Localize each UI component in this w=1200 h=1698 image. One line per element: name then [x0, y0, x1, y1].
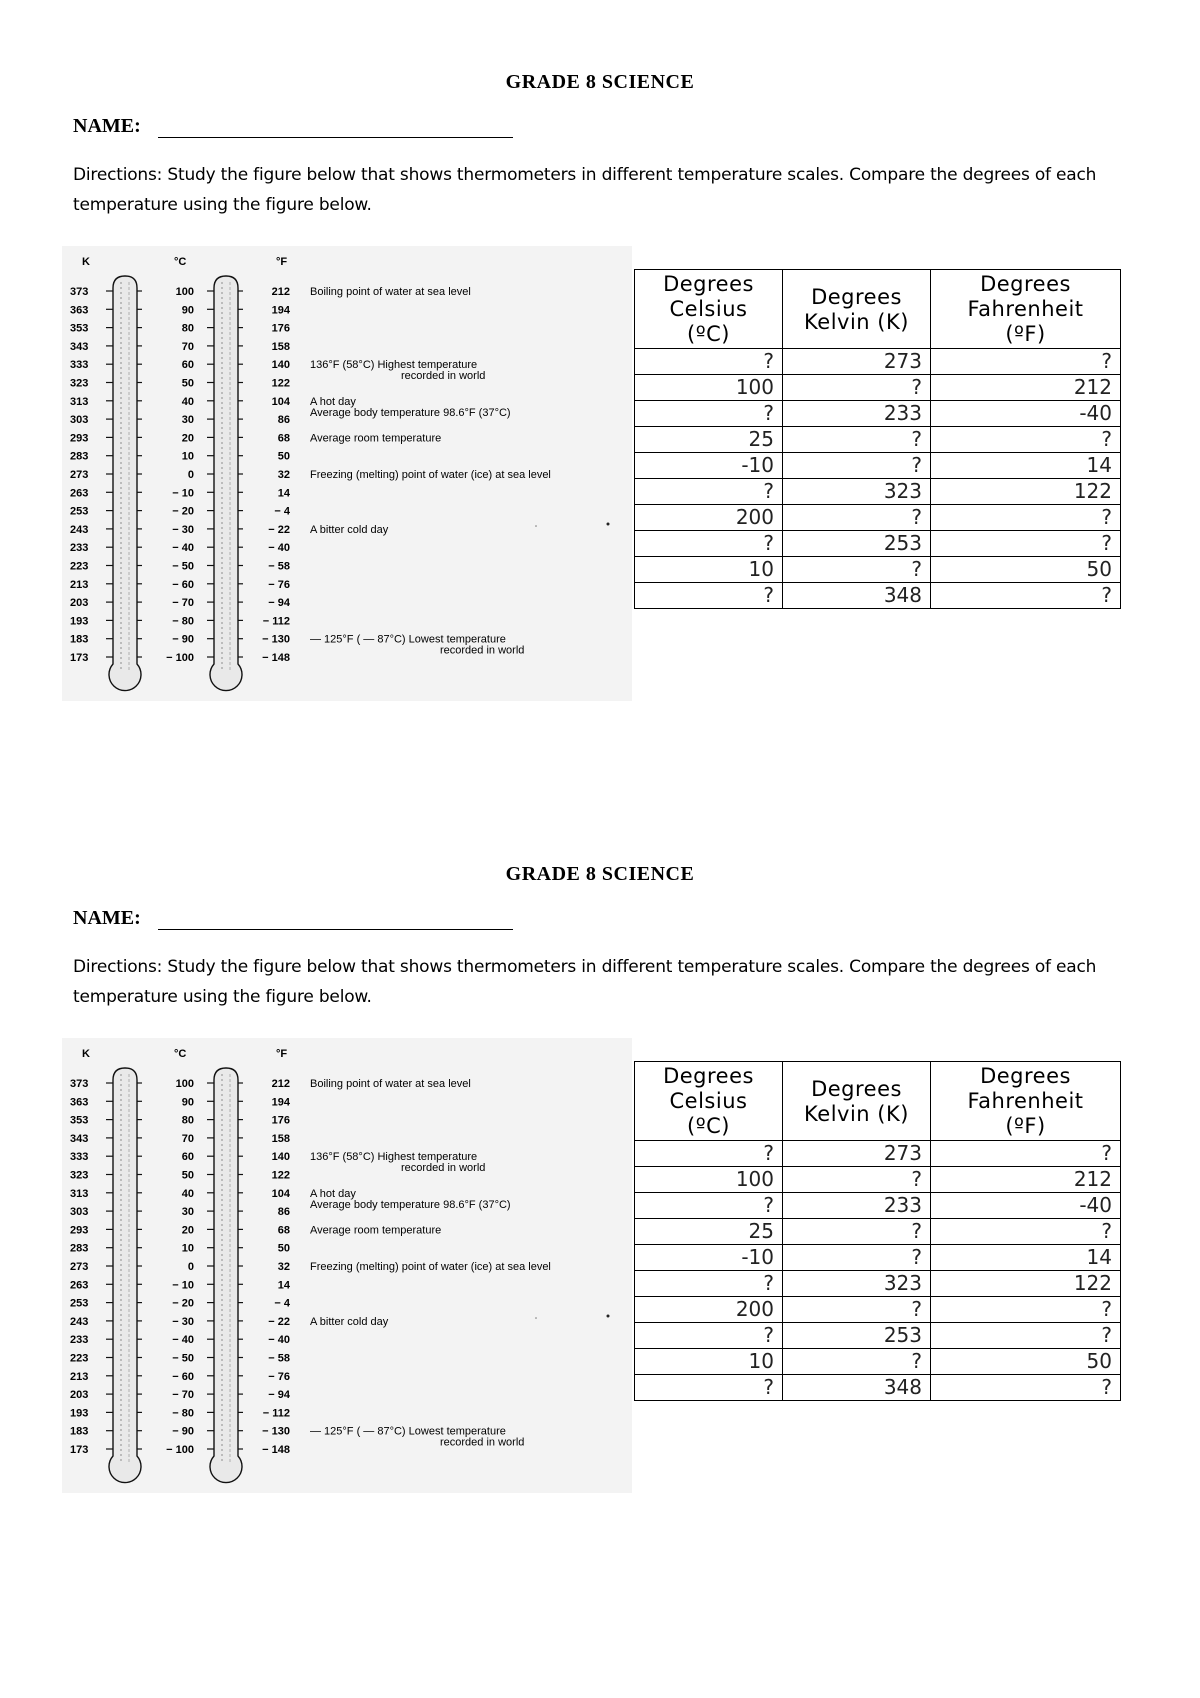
table-cell[interactable]: ?: [931, 427, 1121, 453]
fahrenheit-tick-label: 86: [277, 1206, 290, 1219]
table-cell[interactable]: ?: [783, 453, 931, 479]
kelvin-tick-label: 263: [70, 1279, 89, 1292]
table-cell[interactable]: 50: [931, 1349, 1121, 1375]
fahrenheit-tick-label: 176: [271, 322, 290, 335]
fahrenheit-tick-label: − 58: [268, 560, 290, 573]
thermometer-figure: [62, 246, 632, 701]
celsius-tick-label: − 50: [172, 560, 194, 573]
fahrenheit-tick-label: 176: [271, 1114, 290, 1127]
fahrenheit-tick-label: − 130: [262, 633, 290, 646]
kelvin-tick-label: 373: [70, 286, 89, 298]
fahrenheit-tick-label: 158: [271, 1132, 290, 1145]
fahrenheit-tick-label: − 148: [262, 652, 290, 664]
fahrenheit-tick-label: 50: [277, 1242, 290, 1255]
annotation-text: Average body temperature 98.6°F (37°C): [310, 406, 511, 419]
celsius-tick-label: 0: [187, 469, 194, 481]
kelvin-tick-label: 243: [70, 523, 89, 536]
table-cell[interactable]: 323: [783, 479, 931, 505]
table-cell[interactable]: ?: [635, 1323, 783, 1349]
table-cell[interactable]: ?: [783, 1167, 931, 1193]
annotation-text: recorded in world: [401, 1162, 486, 1175]
table-cell[interactable]: ?: [931, 1219, 1121, 1245]
annotation-text: recorded in world: [401, 370, 486, 383]
kelvin-thermometer: [109, 1068, 141, 1483]
table-cell[interactable]: ?: [635, 1271, 783, 1297]
annotation-text: A bitter cold day: [310, 523, 389, 536]
fahrenheit-tick-label: 32: [277, 1261, 290, 1273]
header-celsius: Degrees Celsius (ºC): [635, 1062, 783, 1141]
celsius-tick-label: − 100: [166, 652, 194, 664]
table-row: [635, 557, 1121, 583]
table-cell[interactable]: ?: [635, 401, 783, 427]
kelvin-tick-label: 203: [70, 1389, 89, 1402]
kelvin-tick-label: 273: [70, 1261, 89, 1273]
celsius-tick-label: 100: [175, 286, 194, 298]
celsius-tick-label: 10: [181, 450, 194, 463]
annotation-text: Average room temperature: [310, 432, 442, 445]
table-cell[interactable]: 10: [635, 557, 783, 583]
table-row: [635, 1375, 1121, 1401]
table-cell[interactable]: 253: [783, 531, 931, 557]
celsius-tick-label: − 60: [172, 1370, 194, 1383]
celsius-tick-label: − 90: [172, 633, 194, 646]
fahrenheit-tick-label: − 130: [262, 1425, 290, 1438]
annotation-text: A hot day: [310, 395, 356, 408]
table-row: [635, 583, 1121, 609]
celsius-tick-label: − 70: [172, 597, 194, 610]
table-cell[interactable]: ?: [635, 1375, 783, 1401]
worksheet-bottom: [0, 792, 1200, 1582]
celsius-tick-label: 30: [181, 1206, 194, 1219]
celsius-tick-label: 100: [175, 1078, 194, 1090]
kelvin-tick-label: 353: [70, 322, 89, 335]
celsius-tick-label: − 30: [172, 1315, 194, 1328]
celsius-tick-label: 30: [181, 414, 194, 427]
kelvin-tick-label: 303: [70, 414, 89, 427]
table-row: [635, 1193, 1121, 1219]
kelvin-tick-label: 223: [70, 1352, 89, 1365]
table-cell[interactable]: -40: [931, 401, 1121, 427]
table-row: [635, 427, 1121, 453]
table-cell[interactable]: 212: [931, 1167, 1121, 1193]
fahrenheit-tick-label: − 40: [268, 1334, 290, 1347]
celsius-tick-label: − 30: [172, 523, 194, 536]
table-row: [635, 1349, 1121, 1375]
fahrenheit-tick-label: 140: [271, 1151, 290, 1164]
worksheet-top: [0, 0, 1200, 790]
table-cell[interactable]: 348: [783, 583, 931, 609]
fahrenheit-tick-label: 104: [271, 395, 290, 408]
fahrenheit-tick-label: − 148: [262, 1444, 290, 1456]
fahrenheit-tick-label: 104: [271, 1187, 290, 1200]
celsius-tick-label: − 80: [172, 615, 194, 628]
kelvin-tick-label: 343: [70, 340, 89, 353]
table-cell[interactable]: ?: [931, 1141, 1121, 1167]
kelvin-tick-label: 303: [70, 1206, 89, 1219]
kelvin-tick-label: 243: [70, 1315, 89, 1328]
table-cell[interactable]: ?: [635, 531, 783, 557]
fahrenheit-tick-label: 194: [271, 304, 290, 317]
fahrenheit-tick-label: 68: [277, 1224, 290, 1237]
table-row: [635, 1141, 1121, 1167]
table-cell[interactable]: ?: [931, 1323, 1121, 1349]
celsius-tick-label: 60: [181, 1151, 194, 1164]
fahrenheit-header: °F: [276, 1048, 288, 1060]
table-cell[interactable]: 25: [635, 427, 783, 453]
celsius-tick-label: − 40: [172, 1334, 194, 1347]
annotation-text: A hot day: [310, 1187, 356, 1200]
conversion-table: [634, 269, 1121, 609]
celsius-tick-label: − 100: [166, 1444, 194, 1456]
fahrenheit-tick-label: − 40: [268, 542, 290, 555]
fahrenheit-tick-label: 14: [277, 487, 290, 500]
table-cell[interactable]: ?: [635, 583, 783, 609]
fahrenheit-tick-label: − 4: [274, 1297, 290, 1310]
table-cell[interactable]: ?: [783, 505, 931, 531]
celsius-fahrenheit-thermometer: [210, 1068, 242, 1483]
celsius-tick-label: − 20: [172, 505, 194, 518]
fahrenheit-tick-label: − 112: [262, 1407, 290, 1420]
kelvin-tick-label: 333: [70, 359, 89, 372]
fahrenheit-tick-label: 194: [271, 1096, 290, 1109]
table-cell[interactable]: ?: [783, 427, 931, 453]
fahrenheit-tick-label: − 76: [268, 578, 290, 591]
kelvin-tick-label: 253: [70, 1297, 89, 1310]
table-cell[interactable]: 253: [783, 1323, 931, 1349]
kelvin-tick-label: 173: [70, 1444, 89, 1456]
celsius-tick-label: − 80: [172, 1407, 194, 1420]
table-cell[interactable]: 122: [931, 479, 1121, 505]
celsius-tick-label: 0: [187, 1261, 194, 1273]
header-fahrenheit: Degrees Fahrenheit (ºF): [931, 270, 1121, 349]
table-cell[interactable]: 273: [783, 1141, 931, 1167]
table-cell[interactable]: 25: [635, 1219, 783, 1245]
celsius-header: °C: [174, 256, 187, 268]
table-cell[interactable]: ?: [783, 1219, 931, 1245]
annotation-text: Boiling point of water at sea level: [310, 286, 471, 298]
table-cell[interactable]: 14: [931, 453, 1121, 479]
table-row: [635, 1297, 1121, 1323]
table-cell[interactable]: ?: [635, 1141, 783, 1167]
table-row: [635, 375, 1121, 401]
kelvin-tick-label: 283: [70, 1242, 89, 1255]
fahrenheit-tick-label: 14: [277, 1279, 290, 1292]
name-label: NAME:: [73, 115, 141, 137]
header-kelvin: Degrees Kelvin (K): [783, 1062, 931, 1141]
kelvin-tick-label: 363: [70, 1096, 89, 1109]
celsius-tick-label: 50: [181, 1169, 194, 1182]
kelvin-tick-label: 283: [70, 450, 89, 463]
kelvin-tick-label: 183: [70, 1425, 89, 1438]
table-cell[interactable]: 100: [635, 1167, 783, 1193]
annotation-text: Boiling point of water at sea level: [310, 1078, 471, 1090]
kelvin-tick-label: 223: [70, 560, 89, 573]
table-cell[interactable]: ?: [783, 1245, 931, 1271]
table-row: [635, 1323, 1121, 1349]
table-row: [635, 401, 1121, 427]
header-fahrenheit: Degrees Fahrenheit (ºF): [931, 1062, 1121, 1141]
celsius-tick-label: 80: [181, 322, 194, 335]
celsius-tick-label: 60: [181, 359, 194, 372]
annotation-text: Average body temperature 98.6°F (37°C): [310, 1198, 511, 1211]
thermometer-diagram: [62, 246, 632, 701]
table-cell[interactable]: ?: [635, 1193, 783, 1219]
conversion-table: [634, 1061, 1121, 1401]
table-row: [635, 1219, 1121, 1245]
kelvin-tick-label: 253: [70, 505, 89, 518]
table-cell[interactable]: ?: [635, 349, 783, 375]
table-cell[interactable]: -40: [931, 1193, 1121, 1219]
table-header-row: [635, 1062, 1121, 1141]
table-cell[interactable]: 212: [931, 375, 1121, 401]
celsius-tick-label: 90: [181, 304, 194, 317]
celsius-tick-label: − 60: [172, 578, 194, 591]
table-row: [635, 479, 1121, 505]
celsius-fahrenheit-thermometer: [210, 276, 242, 691]
fahrenheit-tick-label: − 22: [268, 1315, 290, 1328]
table-cell[interactable]: ?: [931, 1375, 1121, 1401]
fahrenheit-tick-label: − 76: [268, 1370, 290, 1383]
kelvin-tick-label: 313: [70, 1187, 89, 1200]
table-row: [635, 349, 1121, 375]
kelvin-thermometer: [109, 276, 141, 691]
celsius-tick-label: − 40: [172, 542, 194, 555]
fahrenheit-tick-label: 212: [271, 1078, 290, 1090]
kelvin-tick-label: 203: [70, 597, 89, 610]
kelvin-tick-label: 293: [70, 1224, 89, 1237]
scan-speck: [535, 1317, 537, 1319]
kelvin-tick-label: 343: [70, 1132, 89, 1145]
thermometer-diagram: [62, 1038, 632, 1493]
celsius-tick-label: − 90: [172, 1425, 194, 1438]
fahrenheit-tick-label: − 58: [268, 1352, 290, 1365]
fahrenheit-header: °F: [276, 256, 288, 268]
kelvin-tick-label: 333: [70, 1151, 89, 1164]
table-cell[interactable]: 200: [635, 505, 783, 531]
table-cell[interactable]: ?: [783, 375, 931, 401]
kelvin-tick-label: 213: [70, 1370, 89, 1383]
table-row: [635, 453, 1121, 479]
fahrenheit-tick-label: 32: [277, 469, 290, 481]
fahrenheit-tick-label: 86: [277, 414, 290, 427]
kelvin-tick-label: 233: [70, 1334, 89, 1347]
celsius-header: °C: [174, 1048, 187, 1060]
table-cell[interactable]: ?: [783, 1349, 931, 1375]
table-cell[interactable]: ?: [931, 1297, 1121, 1323]
celsius-tick-label: − 10: [172, 1279, 194, 1292]
table-row: [635, 1271, 1121, 1297]
annotation-text: Freezing (melting) point of water (ice) at sea level: [310, 469, 551, 481]
fahrenheit-tick-label: − 112: [262, 615, 290, 628]
celsius-tick-label: 10: [181, 1242, 194, 1255]
kelvin-tick-label: 293: [70, 432, 89, 445]
kelvin-tick-label: 173: [70, 652, 89, 664]
table-row: [635, 505, 1121, 531]
celsius-tick-label: 20: [181, 1224, 194, 1237]
worksheet-title: GRADE 8 SCIENCE: [505, 863, 695, 885]
directions-text: Directions: Study the figure below that shows thermometers in different temperature scales. Compare the degrees of each temperature using the figure below.: [73, 957, 1097, 1007]
fahrenheit-tick-label: − 22: [268, 523, 290, 536]
table-cell[interactable]: 348: [783, 1375, 931, 1401]
annotation-text: — 125°F ( — 87°C) Lowest temperature: [310, 1425, 506, 1438]
celsius-tick-label: − 50: [172, 1352, 194, 1365]
annotation-text: — 125°F ( — 87°C) Lowest temperature: [310, 633, 506, 646]
kelvin-tick-label: 313: [70, 395, 89, 408]
annotation-text: recorded in world: [440, 1436, 525, 1449]
celsius-tick-label: 80: [181, 1114, 194, 1127]
kelvin-tick-label: 363: [70, 304, 89, 317]
celsius-tick-label: − 10: [172, 487, 194, 500]
kelvin-tick-label: 263: [70, 487, 89, 500]
table-cell[interactable]: 233: [783, 1193, 931, 1219]
name-blank-line[interactable]: [158, 137, 513, 138]
kelvin-tick-label: 213: [70, 578, 89, 591]
kelvin-header: K: [82, 1048, 90, 1060]
header-kelvin: Degrees Kelvin (K): [783, 270, 931, 349]
table-cell[interactable]: ?: [783, 1297, 931, 1323]
celsius-tick-label: 40: [181, 1187, 194, 1200]
worksheet-title: GRADE 8 SCIENCE: [505, 71, 695, 93]
kelvin-tick-label: 193: [70, 615, 89, 628]
scan-speck: [535, 525, 537, 527]
celsius-tick-label: − 20: [172, 1297, 194, 1310]
directions-text: Directions: Study the figure below that shows thermometers in different temperature scales. Compare the degrees of each temperature using the figure below.: [73, 165, 1097, 215]
celsius-tick-label: − 70: [172, 1389, 194, 1402]
celsius-tick-label: 70: [181, 340, 194, 353]
table-cell[interactable]: 50: [931, 557, 1121, 583]
table-cell[interactable]: ?: [931, 531, 1121, 557]
annotation-text: recorded in world: [440, 644, 525, 657]
kelvin-tick-label: 183: [70, 633, 89, 646]
scan-speck: [607, 523, 610, 526]
fahrenheit-tick-label: 122: [271, 1169, 290, 1182]
celsius-tick-label: 40: [181, 395, 194, 408]
table-cell[interactable]: ?: [783, 557, 931, 583]
table-cell[interactable]: ?: [931, 583, 1121, 609]
annotation-text: 136°F (58°C) Highest temperature: [310, 1151, 478, 1164]
table-cell[interactable]: 323: [783, 1271, 931, 1297]
fahrenheit-tick-label: 68: [277, 432, 290, 445]
table-cell[interactable]: 273: [783, 349, 931, 375]
table-cell[interactable]: -10: [635, 1245, 783, 1271]
annotation-text: Average room temperature: [310, 1224, 442, 1237]
table-cell[interactable]: 233: [783, 401, 931, 427]
fahrenheit-tick-label: − 4: [274, 505, 290, 518]
kelvin-tick-label: 373: [70, 1078, 89, 1090]
celsius-tick-label: 90: [181, 1096, 194, 1109]
table-cell[interactable]: -10: [635, 453, 783, 479]
kelvin-tick-label: 273: [70, 469, 89, 481]
kelvin-header: K: [82, 256, 90, 268]
table-row: [635, 1167, 1121, 1193]
table-cell[interactable]: 122: [931, 1271, 1121, 1297]
thermometer-figure: [62, 1038, 632, 1493]
table-row: [635, 1245, 1121, 1271]
fahrenheit-tick-label: − 94: [268, 597, 290, 610]
table-cell[interactable]: ?: [931, 505, 1121, 531]
kelvin-tick-label: 233: [70, 542, 89, 555]
kelvin-tick-label: 193: [70, 1407, 89, 1420]
kelvin-tick-label: 323: [70, 1169, 89, 1182]
table-cell[interactable]: 200: [635, 1297, 783, 1323]
table-cell[interactable]: 14: [931, 1245, 1121, 1271]
table-row: [635, 531, 1121, 557]
annotation-text: 136°F (58°C) Highest temperature: [310, 359, 478, 372]
kelvin-tick-label: 323: [70, 377, 89, 390]
table-cell[interactable]: 100: [635, 375, 783, 401]
scan-speck: [607, 1315, 610, 1318]
name-label: NAME:: [73, 907, 141, 929]
fahrenheit-tick-label: 122: [271, 377, 290, 390]
fahrenheit-tick-label: 158: [271, 340, 290, 353]
celsius-tick-label: 70: [181, 1132, 194, 1145]
fahrenheit-tick-label: 212: [271, 286, 290, 298]
kelvin-tick-label: 353: [70, 1114, 89, 1127]
fahrenheit-tick-label: 50: [277, 450, 290, 463]
table-cell[interactable]: ?: [931, 349, 1121, 375]
annotation-text: A bitter cold day: [310, 1315, 389, 1328]
celsius-tick-label: 50: [181, 377, 194, 390]
table-header-row: [635, 270, 1121, 349]
header-celsius: Degrees Celsius (ºC): [635, 270, 783, 349]
table-cell[interactable]: 10: [635, 1349, 783, 1375]
fahrenheit-tick-label: − 94: [268, 1389, 290, 1402]
table-cell[interactable]: ?: [635, 479, 783, 505]
name-blank-line[interactable]: [158, 929, 513, 930]
fahrenheit-tick-label: 140: [271, 359, 290, 372]
annotation-text: Freezing (melting) point of water (ice) at sea level: [310, 1261, 551, 1273]
celsius-tick-label: 20: [181, 432, 194, 445]
